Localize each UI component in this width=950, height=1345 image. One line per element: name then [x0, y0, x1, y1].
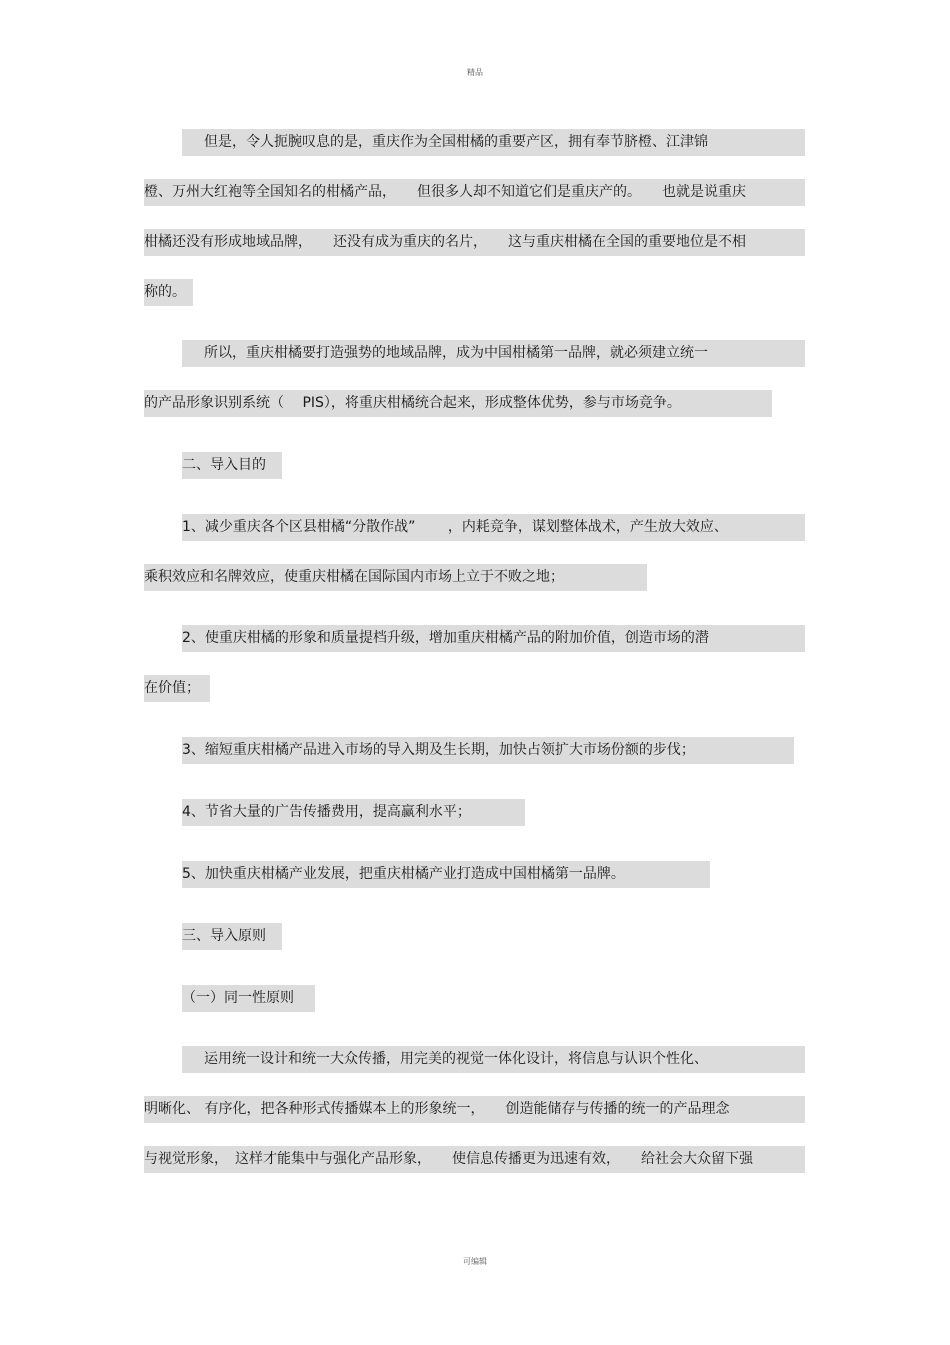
list-item: 3、缩短重庆柑橘产品进入市场的导入期及生长期，加快占领扩大市场份额的步伐； [182, 737, 794, 764]
paragraph-line: 的产品形象识别系统（ PIS），将重庆柑橘统合起来，形成整体优势，参与市场竞争。 [144, 390, 772, 417]
page-footer: 可编辑 [463, 1257, 487, 1266]
paragraph-line: 所以，重庆柑橘要打造强势的地域品牌，成为中国柑橘第一品牌，就必须建立统一 [182, 340, 805, 367]
section-heading: 三、导入原则 [182, 923, 282, 950]
list-item: 1、减少重庆各个区县柑橘“分散作战” ，内耗竞争，谋划整体战术，产生放大效应、 [182, 514, 805, 541]
paragraph-line: 运用统一设计和统一大众传播，用完美的视觉一体化设计，将信息与认识个性化、 [182, 1046, 805, 1073]
list-item-continuation: 乘积效应和名牌效应，使重庆柑橘在国际国内市场上立于不败之地； [144, 564, 647, 591]
paragraph-line: 橙、万州大红袍等全国知名的柑橘产品， 但很多人却不知道它们是重庆产的。 也就是说重庆 [144, 179, 805, 206]
list-item: 5、加快重庆柑橘产业发展，把重庆柑橘产业打造成中国柑橘第一品牌。 [182, 861, 710, 888]
subsection-heading: （一）同一性原则 [182, 985, 315, 1012]
list-item: 4、节省大量的广告传播费用，提高赢利水平； [182, 799, 525, 826]
paragraph-line: 称的。 [144, 279, 193, 306]
list-item: 2、使重庆柑橘的形象和质量提档升级，增加重庆柑橘产品的附加价值，创造市场的潜 [182, 625, 805, 652]
list-item-continuation: 在价值； [144, 675, 210, 702]
section-heading: 二、导入目的 [182, 452, 282, 479]
paragraph-line: 与视觉形象， 这样才能集中与强化产品形象， 使信息传播更为迅速有效， 给社会大众留下强 [144, 1146, 805, 1173]
paragraph-line: 明晰化、 有序化，把各种形式传播媒本上的形象统一， 创造能储存与传播的统一的产品理念 [144, 1096, 805, 1123]
paragraph-line: 但是，令人扼腕叹息的是，重庆作为全国柑橘的重要产区，拥有奉节脐橙、江津锦 [182, 129, 805, 156]
paragraph-line: 柑橘还没有形成地域品牌， 还没有成为重庆的名片， 这与重庆柑橘在全国的重要地位是不相 [144, 229, 805, 256]
page-header: 精品 [467, 68, 483, 77]
